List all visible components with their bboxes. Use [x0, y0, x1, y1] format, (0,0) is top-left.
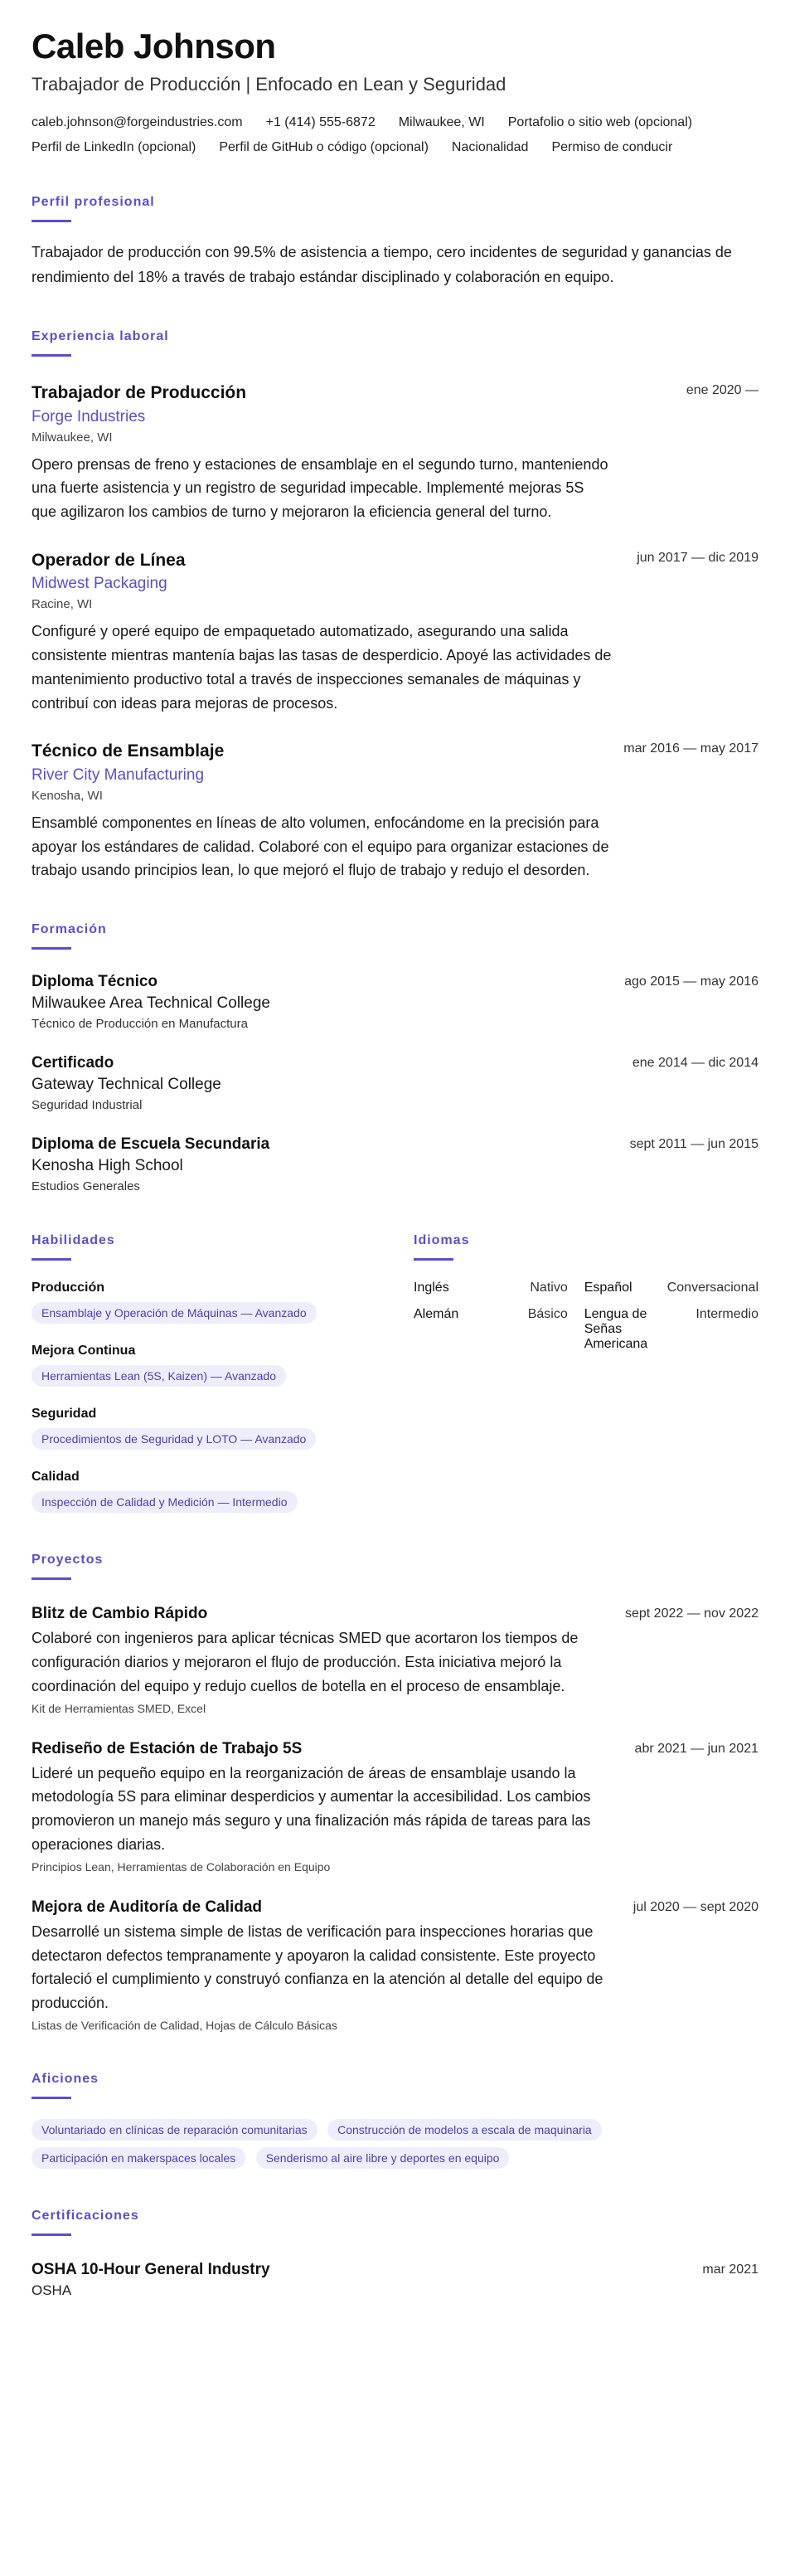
experience-entry: [32, 549, 758, 715]
project-description: Lideré un pequeño equipo en la reorganización de áreas de ensamblaje usando la metodología 5S para eliminar desperdicios y aumentar la accesibilidad. Los cambios promovieron un manejo más seguro y una finalización más rápida de tareas para las operaciones diarias.: [32, 1764, 591, 1853]
field-of-study: Seguridad Industrial: [32, 1098, 143, 1113]
job-location: Milwaukee, WI: [32, 430, 113, 445]
language-item: [414, 1307, 568, 1352]
hobbies-list: [32, 2112, 761, 2169]
contact-license: Permiso de conducir: [551, 139, 673, 154]
summary-text: Trabajador de producción con 99.5% de asistencia a tiempo, cero incidentes de seguridad y ganancias de rendimiento del 18% a través de trabajo estándar disciplinado y colaboración en equipo.: [32, 243, 732, 285]
skill-group-name: Mejora Continua: [32, 1344, 136, 1358]
language-name: Alemán: [414, 1307, 459, 1322]
project-entry: [32, 1740, 758, 1874]
certification-entry: [32, 2261, 758, 2299]
summary-section: [32, 195, 758, 289]
resume-header: [32, 27, 758, 155]
job-description: Ensamblé componentes en líneas de alto volumen, enfocándome en la precisión para apoyar los estándares de calidad. Colaboré con el equipo para organizar estaciones de trabajo usando principios lean, lo que mejoró el flujo de trabajo y redujo el desorden.: [32, 814, 609, 879]
contact-info: [32, 115, 744, 155]
education-date: sept 2011 — jun 2015: [629, 1137, 758, 1152]
experience-section: [32, 329, 758, 882]
project-date: sept 2022 — nov 2022: [624, 1606, 758, 1621]
section-title: Idiomas: [414, 1233, 470, 1248]
language-name: Lengua de Señas Americana: [584, 1307, 648, 1352]
skill-group-name: Seguridad: [32, 1407, 97, 1422]
education-date: ene 2014 — dic 2014: [632, 1056, 758, 1071]
language-level: Conversacional: [666, 1281, 758, 1295]
language-level: Intermedio: [695, 1307, 758, 1322]
job-location: Racine, WI: [32, 597, 93, 612]
candidate-name: Caleb Johnson: [32, 27, 276, 66]
degree-title: Diploma Técnico: [32, 973, 158, 991]
school-name: Gateway Technical College: [32, 1076, 221, 1094]
project-date: abr 2021 — jun 2021: [634, 1741, 758, 1756]
certification-issuer: OSHA: [32, 2282, 72, 2298]
skills-section: [32, 1233, 388, 1513]
section-divider: [32, 2233, 71, 2236]
section-divider: [32, 354, 71, 357]
skill-chip: Ensamblaje y Operación de Máquinas — Avanzado: [32, 1302, 317, 1324]
section-divider: [32, 220, 71, 222]
skill-group-name: Producción: [32, 1281, 105, 1295]
certifications-section: [32, 2209, 758, 2299]
job-title: Operador de Línea: [32, 550, 186, 570]
project-date: jul 2020 — sept 2020: [632, 1899, 758, 1914]
job-date: mar 2016 — may 2017: [623, 741, 758, 756]
project-name: Mejora de Auditoría de Calidad: [32, 1898, 263, 1916]
skill-chip: Procedimientos de Seguridad y LOTO — Avanzado: [32, 1428, 316, 1450]
project-entry: [32, 1605, 758, 1714]
job-description: Opero prensas de freno y estaciones de ensamblaje en el segundo turno, manteniendo una fuerte asistencia y un registro de seguridad impecable. Implementé mejoras 5S que agilizaron los cambios de turno y mejoraron la eficiencia general del turno.: [32, 455, 608, 521]
company-name: Forge Industries: [32, 407, 146, 425]
education-entry: [32, 973, 758, 1031]
project-name: Rediseño de Estación de Trabajo 5S: [32, 1739, 303, 1757]
certification-date: mar 2021: [702, 2262, 758, 2277]
job-description: Configuré y operé equipo de empaquetado automatizado, asegurando una salida consistente mientras mantenía bajas las tasas de desperdicio. Apoyé las actividades de mantenimiento productivo total a través de inspecciones semanales de máquinas y contribuí con ideas para mejoras de procesos.: [32, 623, 612, 712]
job-title: Técnico de Ensamblaje: [32, 741, 225, 761]
section-title: Aficiones: [32, 2071, 99, 2086]
job-date: jun 2017 — dic 2019: [637, 550, 758, 565]
contact-github[interactable]: Perfil de GitHub o código (opcional): [219, 139, 429, 154]
certification-name: OSHA 10-Hour General Industry: [32, 2260, 270, 2278]
section-divider: [32, 1577, 71, 1580]
projects-section: [32, 1553, 758, 2032]
language-item: [584, 1307, 758, 1352]
hobby-chip: Participación en makerspaces locales: [32, 2147, 245, 2169]
section-title: Perfil profesional: [32, 194, 155, 209]
field-of-study: Estudios Generales: [32, 1179, 140, 1194]
job-location: Kenosha, WI: [32, 788, 103, 803]
contact-email[interactable]: caleb.johnson@forgeindustries.com: [32, 114, 243, 129]
project-description: Desarrollé un sistema simple de listas de verificación para inspecciones horarias que detectaron defectos tempranamente y apoyaron la calidad consistente. Este proyecto fortaleció el cumplimiento y construyó confianza en la atención al detalle del equipo de producción.: [32, 1922, 603, 2012]
project-description: Colaboré con ingenieros para aplicar técnicas SMED que acortaron los tiempos de configuración diarios y mejoraron el flujo de producción. Esta iniciativa mejoró la coordinación del equipo y redujo cuellos de botella en el proceso de ensamblaje.: [32, 1630, 579, 1694]
language-name: Español: [584, 1281, 632, 1295]
contact-location: Milwaukee, WI: [398, 114, 485, 129]
project-entry: [32, 1898, 758, 2032]
company-name: River City Manufacturing: [32, 766, 205, 784]
degree-title: Certificado: [32, 1054, 114, 1072]
skill-group: [32, 1344, 388, 1387]
candidate-headline: Trabajador de Producción | Enfocado en Lean y Seguridad: [32, 74, 506, 95]
section-title: Habilidades: [32, 1233, 115, 1248]
section-title: Certificaciones: [32, 2208, 139, 2223]
language-name: Inglés: [414, 1281, 449, 1295]
education-entry: [32, 1135, 758, 1193]
degree-title: Diploma de Escuela Secundaria: [32, 1135, 270, 1154]
language-item: [584, 1281, 758, 1295]
experience-entry: [32, 740, 758, 882]
contact-phone[interactable]: +1 (414) 555-6872: [265, 114, 376, 129]
section-title: Proyectos: [32, 1553, 104, 1567]
contact-nationality: Nacionalidad: [451, 139, 529, 154]
skill-group: [32, 1407, 388, 1450]
contact-website[interactable]: Portafolio o sitio web (opcional): [507, 114, 693, 129]
job-date: ene 2020 —: [686, 383, 758, 398]
contact-linkedin[interactable]: Perfil de LinkedIn (opcional): [32, 139, 196, 154]
language-level: Básico: [527, 1307, 568, 1322]
skill-group: [32, 1281, 388, 1324]
school-name: Kenosha High School: [32, 1157, 183, 1175]
section-divider: [414, 1258, 453, 1261]
company-name: Midwest Packaging: [32, 575, 167, 593]
section-title: Experiencia laboral: [32, 329, 169, 344]
school-name: Milwaukee Area Technical College: [32, 994, 270, 1013]
experience-entry: [32, 382, 758, 524]
hobby-chip: Construcción de modelos a escala de maquinaria: [327, 2119, 602, 2141]
skill-chip: Herramientas Lean (5S, Kaizen) — Avanzado: [32, 1365, 286, 1387]
skill-group-name: Calidad: [32, 1470, 80, 1485]
languages-section: [414, 1233, 758, 1513]
project-tools: Kit de Herramientas SMED, Excel: [32, 1701, 206, 1715]
languages-grid: [414, 1281, 758, 1352]
skills-languages-row: [32, 1233, 758, 1513]
section-title: Formación: [32, 922, 107, 937]
skill-chip: Inspección de Calidad y Medición — Intermedio: [32, 1491, 298, 1513]
section-divider: [32, 2097, 71, 2099]
education-date: ago 2015 — may 2016: [624, 975, 758, 989]
hobby-chip: Senderismo al aire libre y deportes en equipo: [256, 2147, 510, 2169]
education-entry: [32, 1054, 758, 1112]
job-title: Trabajador de Producción: [32, 383, 247, 403]
section-divider: [32, 1258, 71, 1261]
education-section: [32, 922, 758, 1193]
hobbies-section: [32, 2072, 758, 2169]
project-name: Blitz de Cambio Rápido: [32, 1605, 208, 1623]
language-level: Nativo: [530, 1281, 568, 1295]
skill-group: [32, 1470, 388, 1513]
project-tools: Principios Lean, Herramientas de Colaboración en Equipo: [32, 1859, 331, 1874]
language-item: [414, 1281, 568, 1295]
section-divider: [32, 947, 71, 950]
field-of-study: Técnico de Producción en Manufactura: [32, 1017, 248, 1032]
hobby-chip: Voluntariado en clínicas de reparación comunitarias: [32, 2119, 317, 2141]
project-tools: Listas de Verificación de Calidad, Hojas de Cálculo Básicas: [32, 2018, 337, 2032]
